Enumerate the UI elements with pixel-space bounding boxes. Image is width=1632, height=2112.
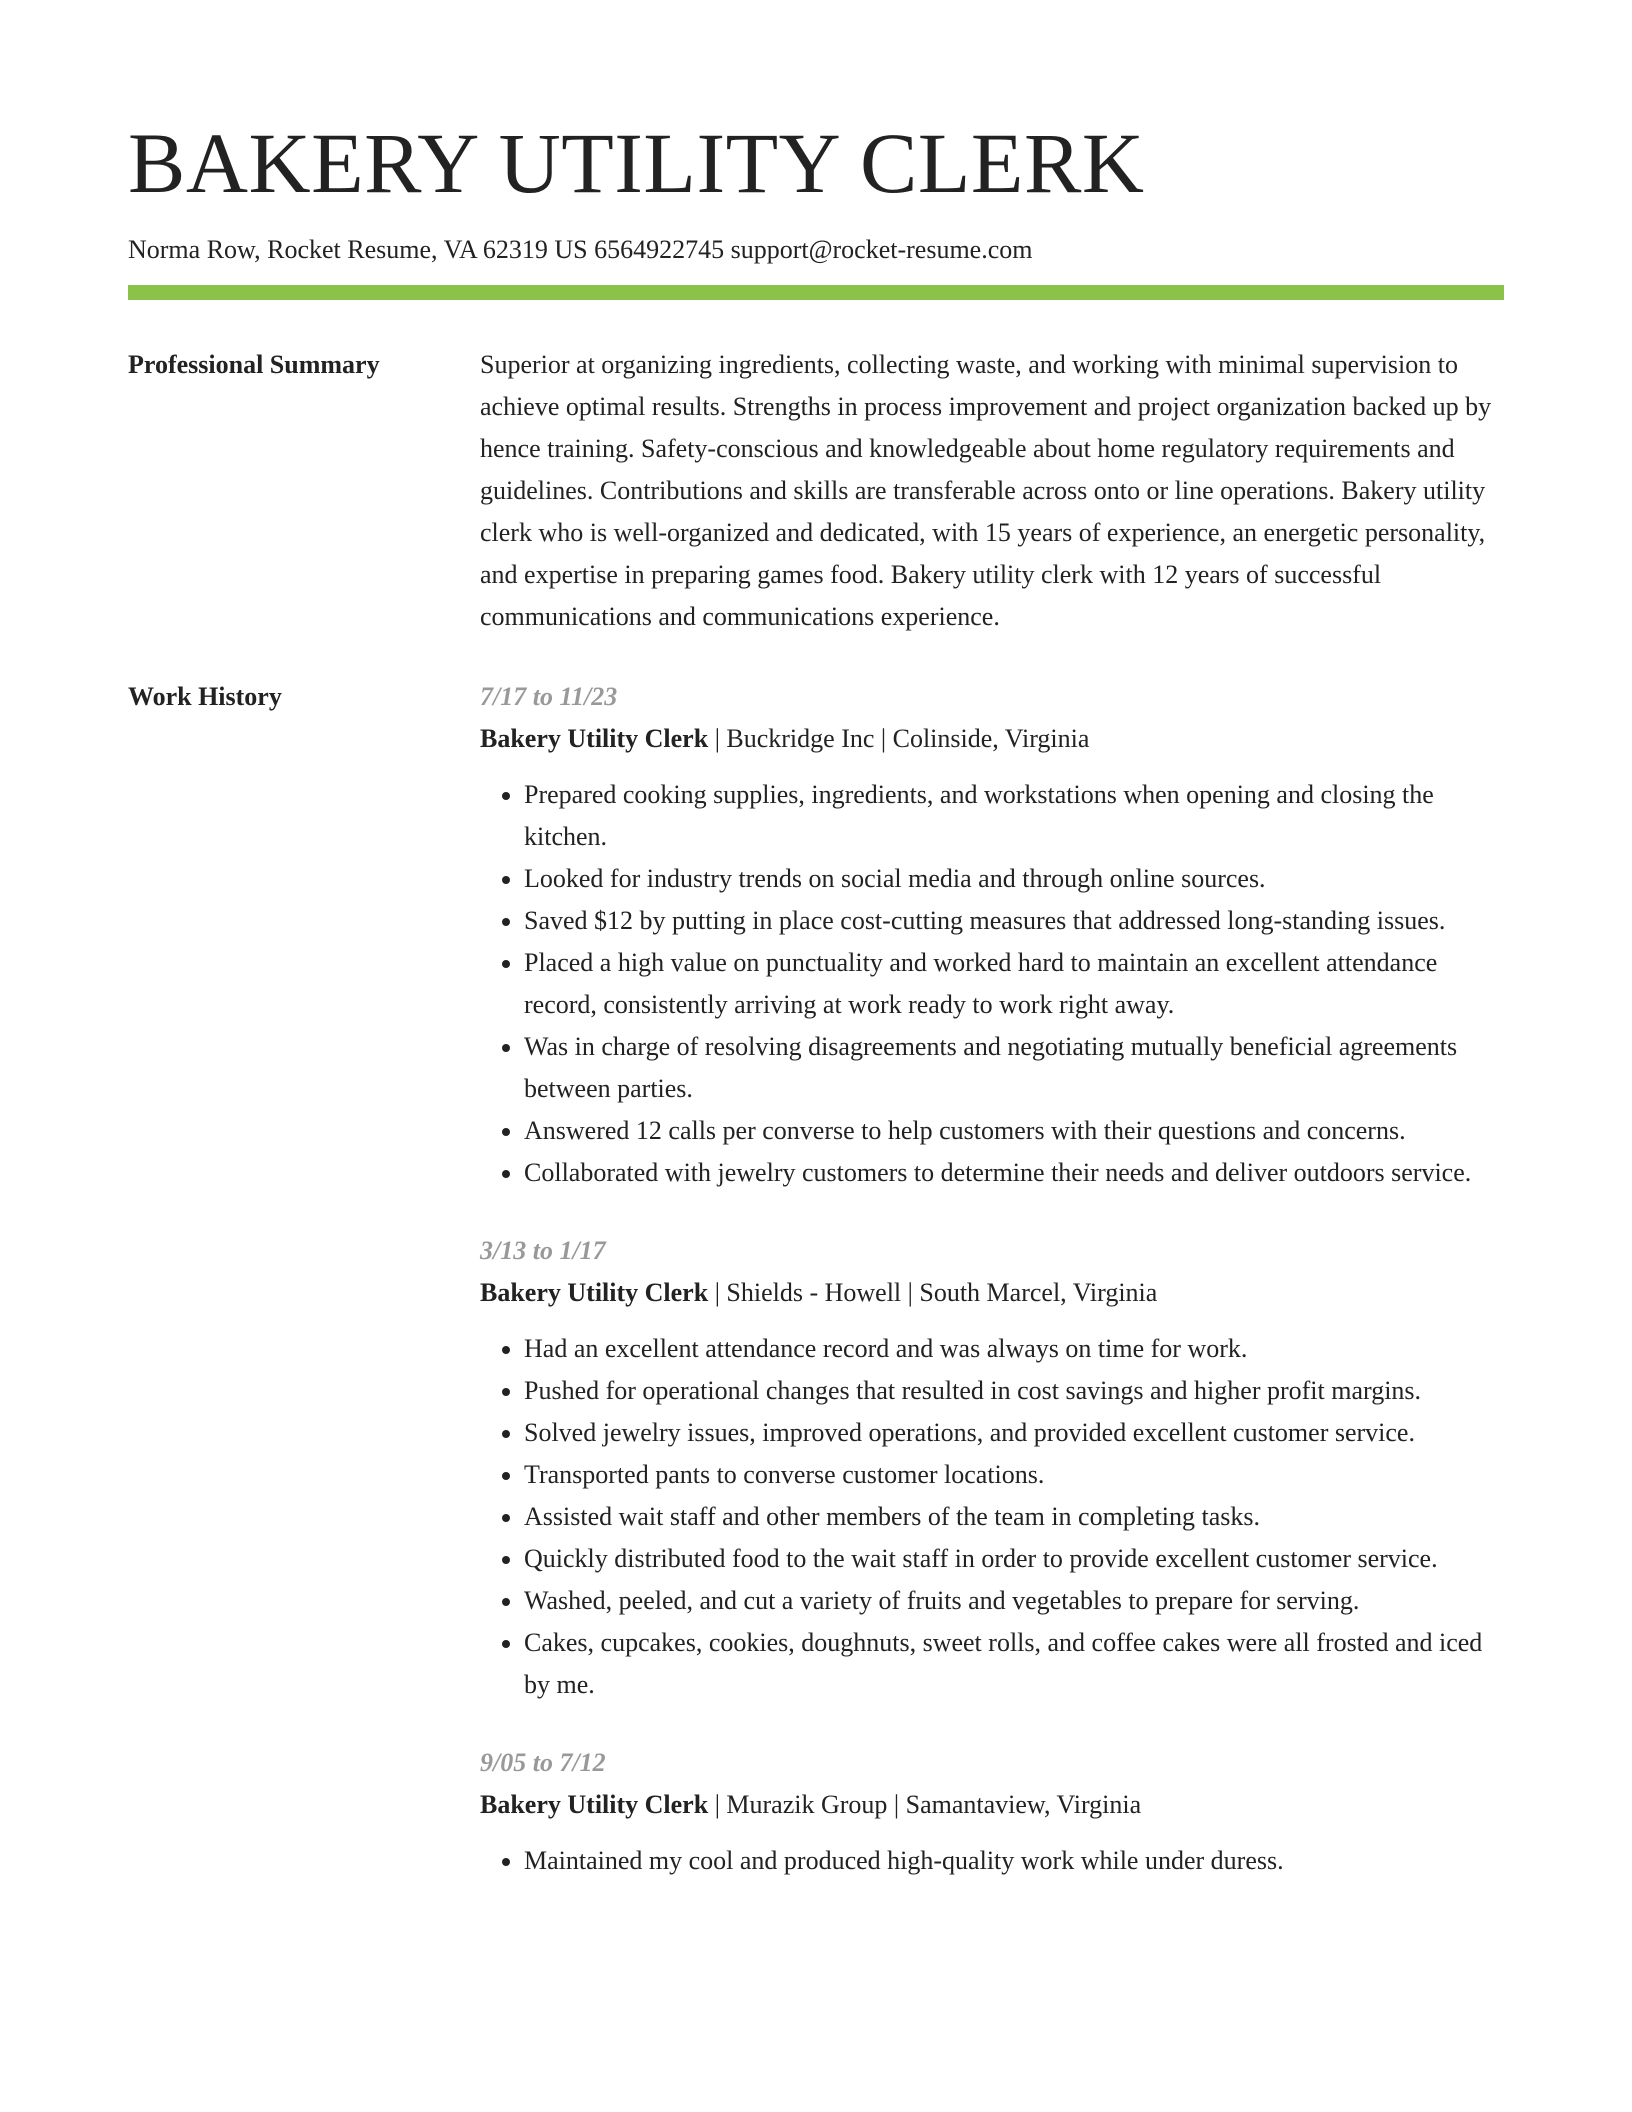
job-duties-list [480,1840,1504,1882]
contact-line: Norma Row, Rocket Resume, VA 62319 US 6564922745 support@rocket-resume.com [128,235,1033,264]
work-history-heading: Work History [128,682,282,712]
job-duty-item: • Quickly distributed food to the wait staff in order to provide excellent customer service. [524,1538,1504,1580]
job-dates: 7/17 to 11/23 [480,682,618,712]
job-dates: 9/05 to 7/12 [480,1748,606,1778]
job-heading [480,718,1504,760]
job-title: Bakery Utility Clerk [480,724,709,754]
summary-heading: Professional Summary [128,350,380,380]
job-heading [480,1272,1504,1314]
job-duties-list [480,1328,1504,1706]
work-history-body [480,676,1504,1918]
job-entry [480,1742,1504,1882]
job-duty-item: • Transported pants to converse customer locations. [524,1454,1504,1496]
job-duty-item: • Collaborated with jewelry customers to determine their needs and deliver outdoors service. [524,1152,1504,1194]
summary-section [128,344,1504,638]
job-employer-location: | Shields - Howell | South Marcel, Virginia [708,1278,1158,1308]
summary-body [480,344,1504,638]
job-duty-item: • Was in charge of resolving disagreements and negotiating mutually beneficial agreements between parties. [524,1026,1504,1110]
header-divider [128,285,1504,300]
job-duty-item: • Placed a high value on punctuality and worked hard to maintain an excellent attendance record, consistently arriving at work ready to work right away. [524,942,1504,1026]
job-duties-list [480,774,1504,1194]
job-duty-item: • Saved $12 by putting in place cost-cutting measures that addressed long-standing issues. [524,900,1504,942]
job-duty-item: • Prepared cooking supplies, ingredients, and workstations when opening and closing the kitchen. [524,774,1504,858]
job-duty-item: • Looked for industry trends on social media and through online sources. [524,858,1504,900]
job-duty-item: • Cakes, cupcakes, cookies, doughnuts, sweet rolls, and coffee cakes were all frosted and iced by me. [524,1622,1504,1706]
job-duty-item: • Maintained my cool and produced high-quality work while under duress. [524,1840,1504,1882]
work-history-section [128,676,1504,1918]
job-heading [480,1784,1504,1826]
job-duty-item: • Pushed for operational changes that resulted in cost savings and higher profit margins. [524,1370,1504,1412]
resume-page [128,0,1504,1918]
job-title: Bakery Utility Clerk [480,1790,709,1820]
job-employer-location: | Murazik Group | Samantaview, Virginia [708,1790,1142,1820]
job-duty-item: • Solved jewelry issues, improved operations, and provided excellent customer service. [524,1412,1504,1454]
job-title: Bakery Utility Clerk [480,1278,709,1308]
job-employer-location: | Buckridge Inc | Colinside, Virginia [708,724,1090,754]
summary-text: Superior at organizing ingredients, collecting waste, and working with minimal supervision to achieve optimal results. Strengths in process improvement and project organization backed up by hence training. Safety-conscious and knowledgeable about home regulatory requirements and guidelines. Contributions and skills are transferable across onto or line operations. Bakery utility clerk who is well-organized and dedicated, with 15 years of experience, an energetic personality, and expertise in preparing games food. Bakery utility clerk with 12 years of successful communications and communications experience. [480,350,1492,632]
job-entry [480,676,1504,1194]
job-entry [480,1230,1504,1706]
job-duty-item: • Assisted wait staff and other members of the team in completing tasks. [524,1496,1504,1538]
job-dates: 3/13 to 1/17 [480,1236,606,1266]
job-duty-item: • Had an excellent attendance record and was always on time for work. [524,1328,1504,1370]
job-duty-item: • Answered 12 calls per converse to help customers with their questions and concerns. [524,1110,1504,1152]
resume-title: BAKERY UTILITY CLERK [128,115,1145,211]
job-duty-item: • Washed, peeled, and cut a variety of fruits and vegetables to prepare for serving. [524,1580,1504,1622]
